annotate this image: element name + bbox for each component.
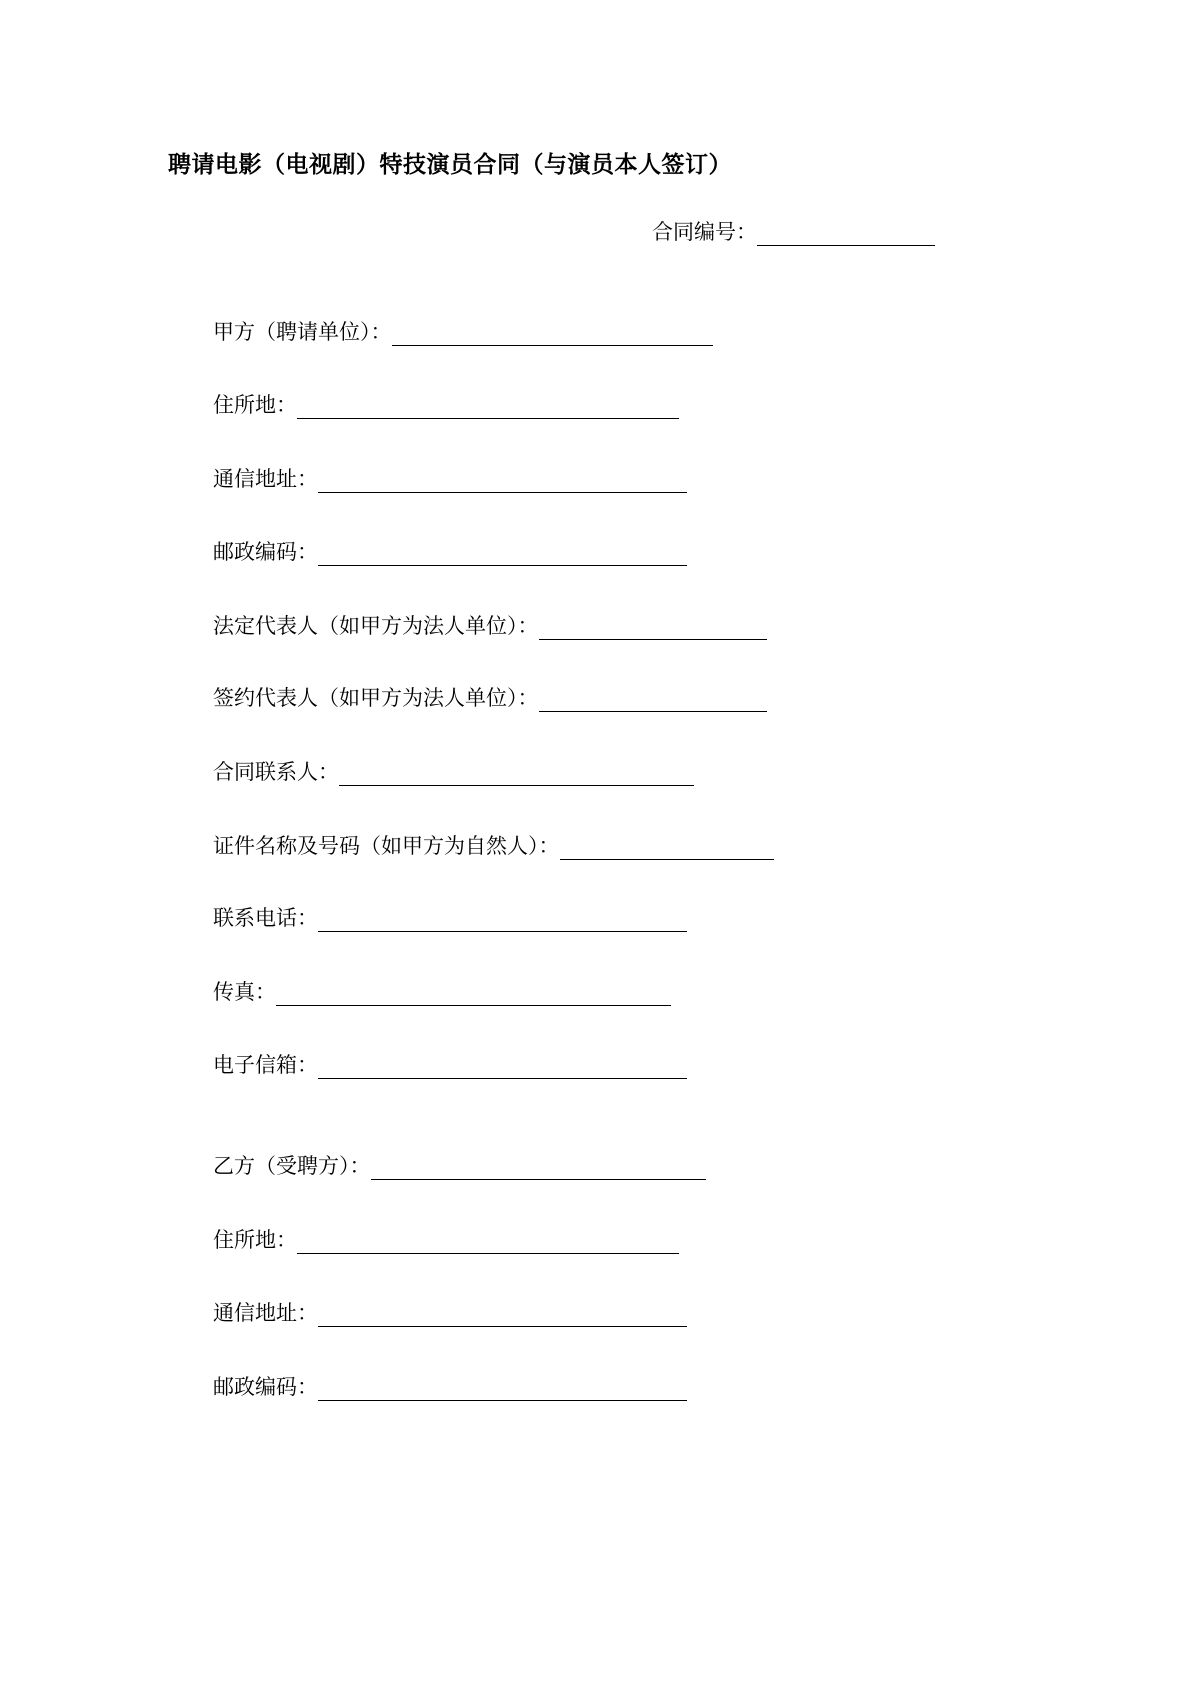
contract-number-label: 合同编号： — [652, 220, 757, 244]
field-label: 合同联系人： — [213, 760, 339, 784]
party-a-legal-rep-field — [213, 610, 767, 640]
contract-number-blank[interactable] — [757, 223, 935, 246]
party-a-domicile-blank[interactable] — [297, 396, 679, 419]
party-a-contact-person-field — [213, 756, 694, 786]
party-a-id-blank[interactable] — [560, 837, 774, 860]
field-label: 乙方（受聘方）： — [213, 1154, 371, 1178]
party-b-name-field — [213, 1150, 706, 1180]
field-label: 甲方（聘请单位）： — [213, 320, 392, 344]
field-label: 证件名称及号码（如甲方为自然人）： — [213, 834, 560, 858]
party-b-domicile-field — [213, 1224, 679, 1254]
party-a-email-field — [213, 1049, 687, 1079]
party-a-domicile-field — [213, 389, 679, 419]
party-b-postal-code-field — [213, 1371, 687, 1401]
party-a-fax-field — [213, 976, 671, 1006]
party-b-mailing-address-blank[interactable] — [318, 1304, 687, 1327]
party-a-postal-code-blank[interactable] — [318, 543, 687, 566]
party-a-fax-blank[interactable] — [276, 983, 671, 1006]
party-b-postal-code-blank[interactable] — [318, 1378, 687, 1401]
party-a-signing-rep-blank[interactable] — [539, 689, 767, 712]
party-a-id-field — [213, 830, 774, 860]
party-a-mailing-address-blank[interactable] — [318, 470, 687, 493]
party-a-name-field — [213, 316, 713, 346]
field-label: 通信地址： — [213, 467, 318, 491]
field-label: 邮政编码： — [213, 540, 318, 564]
party-a-contact-person-blank[interactable] — [339, 763, 694, 786]
field-label: 电子信箱： — [213, 1053, 318, 1077]
party-a-postal-code-field — [213, 536, 687, 566]
field-label: 邮政编码： — [213, 1375, 318, 1399]
document-title: 聘请电影（电视剧）特技演员合同（与演员本人签订） — [168, 151, 732, 178]
field-label: 住所地： — [213, 1228, 297, 1252]
party-a-phone-blank[interactable] — [318, 909, 687, 932]
party-a-phone-field — [213, 902, 687, 932]
field-label: 住所地： — [213, 393, 297, 417]
field-label: 签约代表人（如甲方为法人单位）： — [213, 686, 539, 710]
party-a-email-blank[interactable] — [318, 1056, 687, 1079]
field-label: 传真： — [213, 980, 276, 1004]
party-b-name-blank[interactable] — [371, 1157, 706, 1180]
party-a-mailing-address-field — [213, 463, 687, 493]
party-a-name-blank[interactable] — [392, 323, 713, 346]
party-b-domicile-blank[interactable] — [297, 1231, 679, 1254]
field-label: 法定代表人（如甲方为法人单位）： — [213, 614, 539, 638]
field-label: 联系电话： — [213, 906, 318, 930]
contract-number-field — [652, 216, 935, 246]
party-a-legal-rep-blank[interactable] — [539, 617, 767, 640]
party-a-signing-rep-field — [213, 682, 767, 712]
field-label: 通信地址： — [213, 1301, 318, 1325]
party-b-mailing-address-field — [213, 1297, 687, 1327]
